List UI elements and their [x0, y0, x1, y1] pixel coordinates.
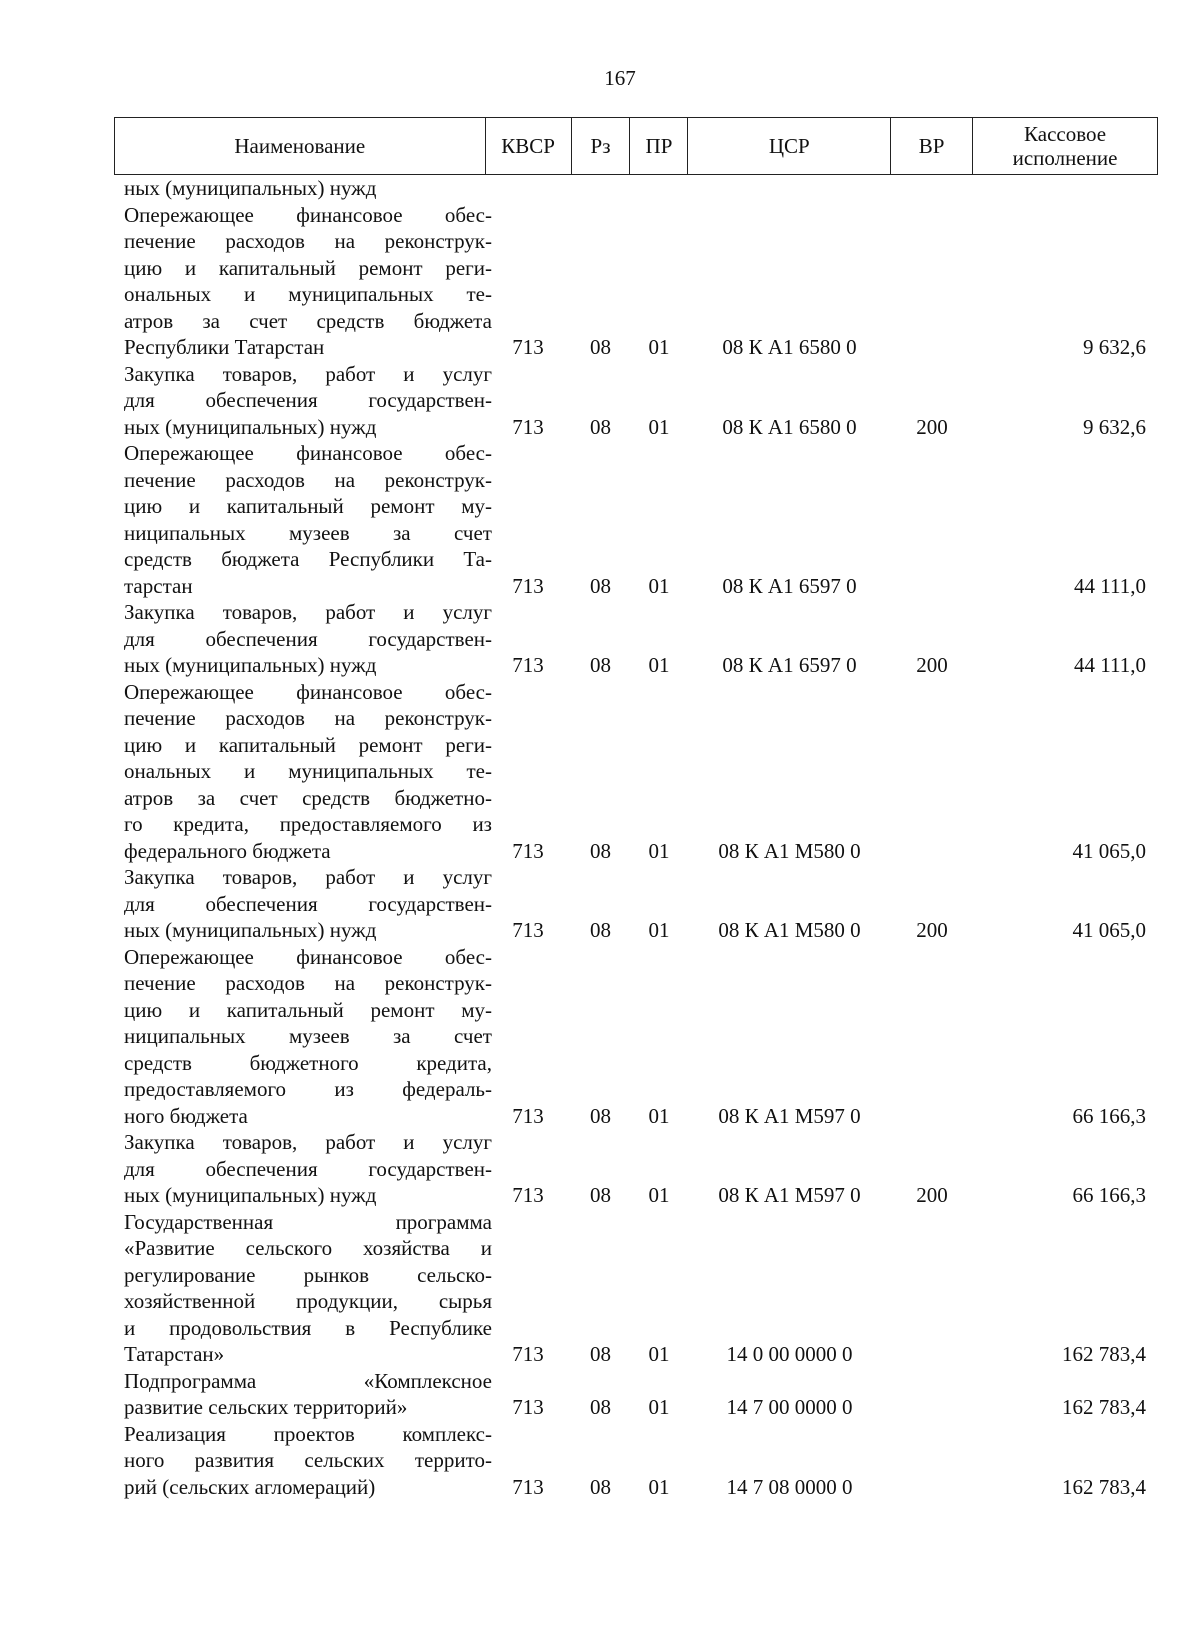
- cell-pr: 01: [648, 414, 670, 439]
- row-name: [114, 361, 492, 441]
- header-csr: ЦСР: [688, 118, 891, 175]
- cell-csr: 08 К А1 6597 0: [722, 653, 857, 677]
- row-name-line: ональных и муниципальных те-: [124, 282, 492, 306]
- header-name: Наименование: [115, 118, 486, 175]
- cell-pr: 01: [648, 1474, 670, 1499]
- cell-rz: 08: [590, 1395, 611, 1419]
- cell-pr: 01: [648, 335, 670, 359]
- cell-cash-execution: 44 111,0: [1074, 653, 1146, 677]
- cell-cash-execution: 9 632,6: [1083, 414, 1146, 439]
- row-name-line: для обеспечения государствен-: [124, 891, 492, 916]
- cell-rz: 08: [590, 838, 611, 863]
- row-name-line: «Развитие сельского хозяйства и: [124, 1236, 492, 1260]
- cell-vr: 200: [916, 1183, 948, 1207]
- row-name: [114, 175, 492, 202]
- row-name-line: Опережающее финансовое обес-: [124, 441, 492, 465]
- cell-kvsr: 713: [512, 1342, 544, 1366]
- row-name: [114, 1209, 492, 1368]
- row-name: [114, 1421, 492, 1501]
- row-name-line: и продовольствия в Республике: [124, 1315, 492, 1340]
- row-name-line: ных (муниципальных) нужд: [124, 918, 377, 942]
- row-name-line: атров за счет средств бюджета: [124, 308, 492, 333]
- cell-csr: 08 К А1 М580 0: [718, 838, 861, 863]
- cell-pr: 01: [648, 918, 670, 942]
- header-vr: ВР: [891, 118, 973, 175]
- cell-csr: 08 К А1 М597 0: [718, 1183, 861, 1207]
- table-body: [114, 175, 1158, 1500]
- row-name-line: развитие сельских территорий»: [124, 1395, 408, 1419]
- cell-csr: 08 К А1 6580 0: [722, 414, 857, 439]
- cell-cash-execution: 9 632,6: [1083, 335, 1146, 359]
- table-row: [114, 1421, 1158, 1501]
- cell-kvsr: 713: [512, 918, 544, 942]
- row-name-line: для обеспечения государствен-: [124, 626, 492, 651]
- row-name-line: для обеспечения государствен-: [124, 388, 492, 412]
- page-number: 167: [604, 66, 636, 90]
- table-row: [114, 361, 1158, 441]
- header-pr: ПР: [630, 118, 688, 175]
- table-row: [114, 1368, 1158, 1421]
- row-name-line: Закупка товаров, работ и услуг: [124, 600, 492, 624]
- table-header: [114, 117, 1158, 175]
- cell-pr: 01: [648, 653, 670, 677]
- row-name-line: цию и капитальный ремонт му-: [124, 997, 492, 1022]
- row-name-line: для обеспечения государствен-: [124, 1156, 492, 1181]
- row-name-line: регулирование рынков сельско-: [124, 1262, 492, 1287]
- cell-cash-execution: 41 065,0: [1072, 838, 1146, 863]
- row-name: [114, 864, 492, 944]
- table-row: [114, 202, 1158, 361]
- row-name-line: атров за счет средств бюджетно-: [124, 785, 492, 810]
- table-row: [114, 1129, 1158, 1209]
- cell-kvsr: 713: [512, 838, 544, 863]
- row-name-line: Подпрограмма «Комплексное: [124, 1368, 492, 1393]
- row-name-line: Государственная программа: [124, 1209, 492, 1234]
- cell-pr: 01: [648, 1103, 670, 1128]
- row-name-line: цию и капитальный ремонт реги-: [124, 255, 492, 280]
- row-name-line: ных (муниципальных) нужд: [124, 414, 377, 439]
- table-row: [114, 175, 1158, 202]
- header-kvsr: КВСР: [485, 118, 571, 175]
- row-name-line: Республики Татарстан: [124, 335, 325, 359]
- row-name-line: ональных и муниципальных те-: [124, 759, 492, 783]
- row-name-line: федерального бюджета: [124, 838, 331, 863]
- cell-cash-execution: 66 166,3: [1072, 1103, 1146, 1128]
- row-name-line: Закупка товаров, работ и услуг: [124, 865, 492, 889]
- row-name: [114, 202, 492, 361]
- cell-pr: 01: [648, 1342, 670, 1366]
- cell-kvsr: 713: [512, 1474, 544, 1499]
- cell-rz: 08: [590, 414, 611, 439]
- row-name-line: цию и капитальный ремонт реги-: [124, 732, 492, 757]
- row-name-line: Закупка товаров, работ и услуг: [124, 361, 492, 386]
- cell-vr: 200: [916, 653, 948, 677]
- cell-csr: 08 К А1 6580 0: [722, 335, 857, 359]
- cell-rz: 08: [590, 1342, 611, 1366]
- header-rz: Рз: [571, 118, 630, 175]
- row-name-line: Опережающее финансовое обес-: [124, 944, 492, 969]
- cell-pr: 01: [648, 1395, 670, 1419]
- row-name-line: средств бюджета Республики Та-: [124, 547, 492, 571]
- header-cash-execution: Кассовое исполнение: [973, 118, 1158, 175]
- row-name-line: го кредита, предоставляемого из: [124, 812, 492, 836]
- row-name-line: рий (сельских агломераций): [124, 1474, 376, 1499]
- cell-pr: 01: [648, 838, 670, 863]
- row-name-line: ного бюджета: [124, 1103, 248, 1128]
- cell-kvsr: 713: [512, 414, 544, 439]
- cell-kvsr: 713: [512, 653, 544, 677]
- row-name: [114, 599, 492, 679]
- cell-cash-execution: 44 111,0: [1074, 573, 1146, 598]
- row-name-line: тарстан: [124, 573, 193, 598]
- row-name-line: Опережающее финансовое обес-: [124, 202, 492, 227]
- cell-cash-execution: 41 065,0: [1072, 918, 1146, 942]
- row-name-line: ных (муниципальных) нужд: [124, 653, 377, 677]
- cell-csr: 14 0 00 0000 0: [726, 1342, 853, 1366]
- cell-csr: 14 7 08 0000 0: [726, 1474, 853, 1499]
- row-name-line: Закупка товаров, работ и услуг: [124, 1130, 492, 1154]
- cell-pr: 01: [648, 1183, 670, 1207]
- row-name: [114, 440, 492, 599]
- cell-vr: 200: [916, 414, 948, 439]
- cell-csr: 08 К А1 М597 0: [718, 1103, 861, 1128]
- row-name-line: ного развития сельских террито-: [124, 1448, 492, 1472]
- row-name-line: хозяйственной продукции, сырья: [124, 1289, 492, 1313]
- cell-kvsr: 713: [512, 335, 544, 359]
- cell-pr: 01: [648, 573, 670, 598]
- cell-rz: 08: [590, 653, 611, 677]
- cell-cash-execution: 162 783,4: [1062, 1474, 1146, 1499]
- row-name: [114, 1368, 492, 1421]
- cell-rz: 08: [590, 335, 611, 359]
- cell-kvsr: 713: [512, 1103, 544, 1128]
- cell-rz: 08: [590, 1103, 611, 1128]
- row-name-line: ниципальных музеев за счет: [124, 1024, 492, 1048]
- cell-vr: 200: [916, 918, 948, 942]
- row-name-line: ных (муниципальных) нужд: [124, 1183, 377, 1207]
- table-row: [114, 1209, 1158, 1368]
- cell-csr: 08 К А1 М580 0: [718, 918, 861, 942]
- cell-rz: 08: [590, 573, 611, 598]
- row-name-line: цию и капитальный ремонт му-: [124, 494, 492, 518]
- row-name-line: ниципальных музеев за счет: [124, 520, 492, 545]
- cell-csr: 14 7 00 0000 0: [726, 1395, 853, 1419]
- cell-rz: 08: [590, 1183, 611, 1207]
- row-name-line: печение расходов на реконструк-: [124, 706, 492, 730]
- table-row: [114, 679, 1158, 865]
- row-name: [114, 679, 492, 865]
- row-name-line: Татарстан»: [124, 1342, 225, 1366]
- row-name-line: предоставляемого из федераль-: [124, 1077, 492, 1101]
- cell-kvsr: 713: [512, 1183, 544, 1207]
- cell-cash-execution: 162 783,4: [1062, 1395, 1146, 1419]
- row-name-line: Реализация проектов комплекс-: [124, 1421, 492, 1446]
- table-row: [114, 864, 1158, 944]
- cell-cash-execution: 162 783,4: [1062, 1342, 1146, 1366]
- table-row: [114, 944, 1158, 1130]
- cell-rz: 08: [590, 918, 611, 942]
- cell-kvsr: 713: [512, 1395, 544, 1419]
- cell-csr: 08 К А1 6597 0: [722, 573, 857, 598]
- cell-cash-execution: 66 166,3: [1072, 1183, 1146, 1207]
- row-name-line: Опережающее финансовое обес-: [124, 679, 492, 704]
- table-row: [114, 440, 1158, 599]
- row-name: [114, 944, 492, 1130]
- row-name-line: ных (муниципальных) нужд: [124, 176, 377, 200]
- cell-kvsr: 713: [512, 573, 544, 598]
- row-name-line: печение расходов на реконструк-: [124, 229, 492, 253]
- row-name-line: печение расходов на реконструк-: [124, 467, 492, 492]
- row-name-line: средств бюджетного кредита,: [124, 1050, 492, 1075]
- table-row: [114, 599, 1158, 679]
- cell-rz: 08: [590, 1474, 611, 1499]
- row-name-line: печение расходов на реконструк-: [124, 971, 492, 995]
- row-name: [114, 1129, 492, 1209]
